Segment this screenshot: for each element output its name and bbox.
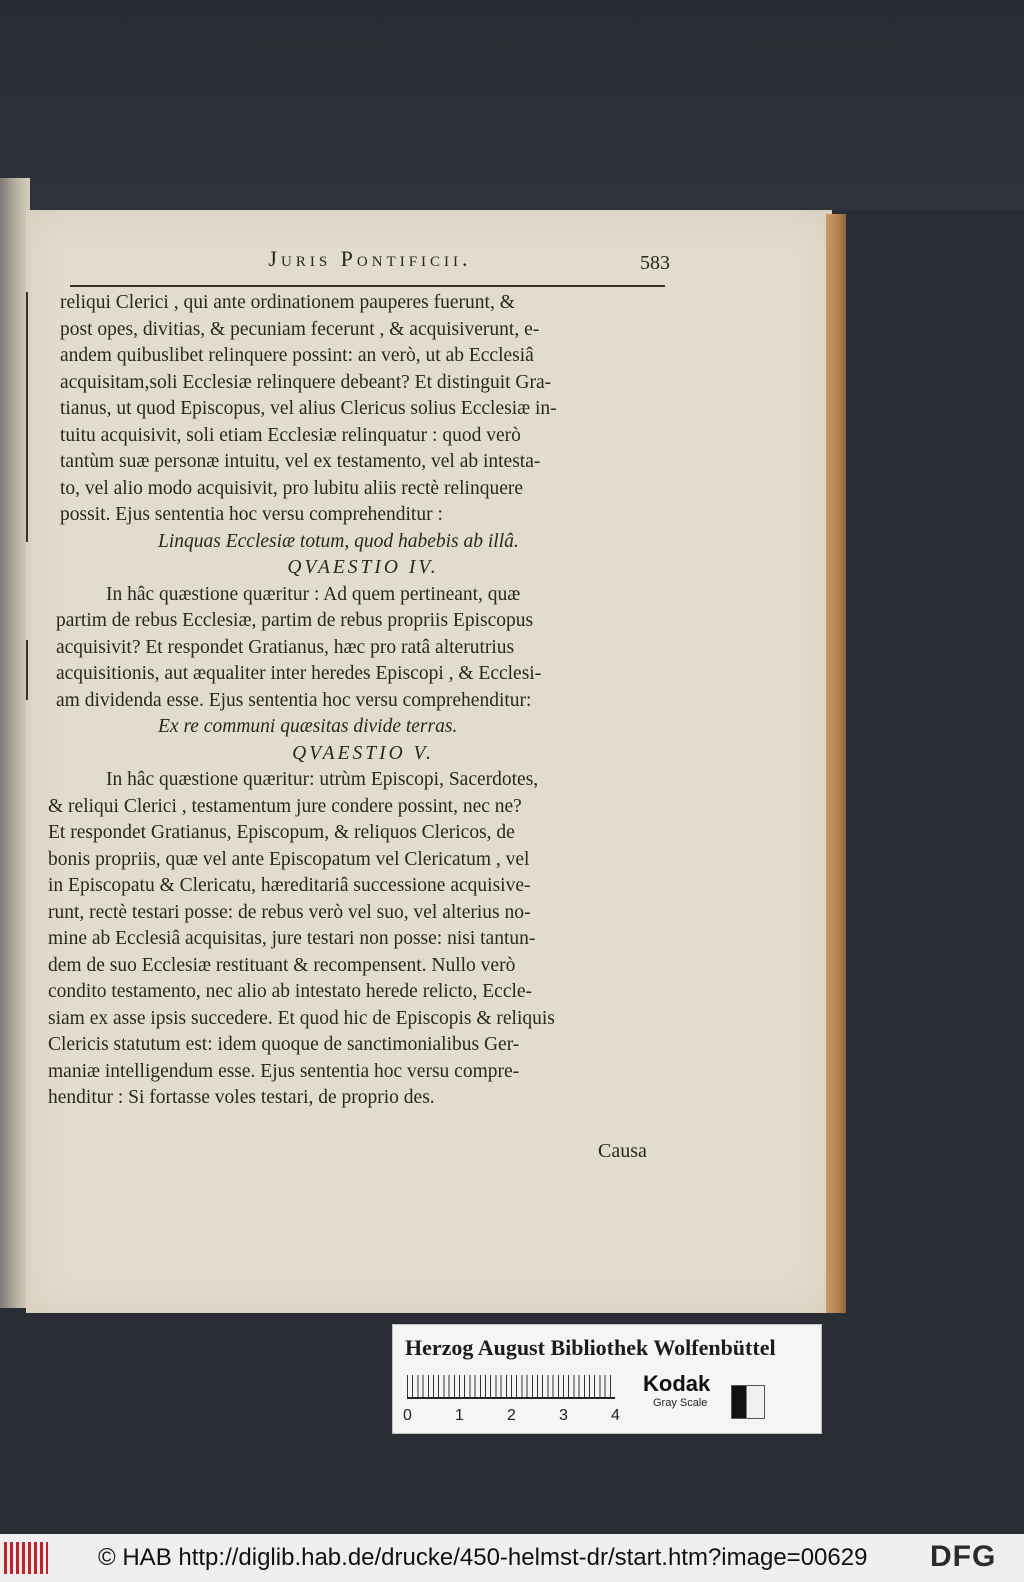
verse-line: Ex re communi quæsitas divide terras. — [158, 716, 458, 737]
text-line: to, vel alio modo acquisivit, pro lubitu aliis rectè relinquere — [60, 477, 524, 499]
scale-number: 1 — [455, 1407, 464, 1424]
scale-number: 0 — [403, 1407, 412, 1424]
kodak-logo: Kodak — [643, 1371, 711, 1396]
text-line: tianus, ut quod Episcopus, vel alius Clericus solius Ecclesiæ in- — [60, 398, 557, 419]
text-line: dem de suo Ecclesiæ restituant & recompensent. Nullo verò — [48, 954, 516, 976]
text-line: Clericis statutum est: idem quoque de sanctimonialibus Ger- — [48, 1034, 520, 1055]
scale-number: 4 — [611, 1407, 620, 1424]
text-line: tuitu acquisivit, soli etiam Ecclesiæ relinquatur : quod verò — [60, 424, 521, 446]
text-line: mine ab Ecclesiâ acquisitas, jure testari non posse: nisi tantun- — [48, 928, 536, 949]
text-line: henditur : Si fortasse voles testari, de proprio des. — [48, 1087, 435, 1108]
text-line: tantùm suæ personæ intuitu, vel ex testamento, vel ab intesta- — [60, 451, 541, 472]
scale-number: 2 — [507, 1407, 516, 1424]
text-line: possit. Ejus sententia hoc versu comprehenditur : — [60, 504, 443, 525]
label-title: Herzog August Bibliothek Wolfenbüttel — [405, 1335, 776, 1360]
text-line: runt, rectè testari posse: de rebus verò vel suo, vel alterius no- — [48, 901, 531, 923]
text-line: partim de rebus Ecclesiæ, partim de rebus propriis Episcopus — [56, 610, 534, 631]
gray-scale-caption: Gray Scale — [653, 1397, 708, 1409]
dfg-logo: DFG — [930, 1540, 997, 1573]
page-number: 583 — [640, 252, 670, 274]
text-line: maniæ intelligendum esse. Ejus sententia hoc versu compre- — [48, 1060, 520, 1082]
text-line: andem quibuslibet relinquere possint: an verò, ut ab Ecclesiâ — [60, 345, 534, 366]
text-line: In hâc quæstione quæritur: utrùm Episcopi, Sacerdotes, — [106, 769, 539, 790]
verse-line: Linquas Ecclesiæ totum, quod habebis ab illâ. — [158, 530, 519, 552]
catchword: Causa — [598, 1140, 647, 1162]
text-line: bonis propriis, quæ vel ante Episcopatum vel Clericatum , vel — [48, 848, 530, 870]
section-heading: QVAESTIO V. — [292, 742, 434, 764]
page-edge — [826, 214, 846, 1313]
text-line: acquisitionis, aut æqualiter inter heredes Episcopi , & Ecclesi- — [56, 663, 542, 684]
text-line: Et respondet Gratianus, Episcopum, & reliquos Clericos, de — [48, 822, 515, 843]
footer-link[interactable]: © HAB http://diglib.hab.de/drucke/450-helmst-dr/start.htm?image=00629 — [98, 1544, 868, 1571]
margin-line — [26, 640, 28, 700]
hab-logo-icon — [4, 1542, 48, 1574]
library-label — [392, 1324, 822, 1434]
background — [0, 0, 1024, 210]
text-line: & reliqui Clerici , testamentum jure condere possint, nec ne? — [48, 795, 522, 817]
text-line: In hâc quæstione quæritur : Ad quem pertineant, quæ — [106, 583, 521, 605]
text-line: in Episcopatu & Clericatu, hæreditariâ successione acquisive- — [48, 875, 531, 896]
scale-number: 3 — [559, 1407, 568, 1424]
body-text — [48, 290, 678, 1112]
text-line: am dividenda esse. Ejus sententia hoc versu comprehenditur: — [56, 689, 532, 711]
text-line: reliqui Clerici , qui ante ordinationem pauperes fuerunt, & — [60, 292, 515, 313]
footer-bar — [0, 1534, 1024, 1582]
head-rule — [70, 285, 665, 287]
text-line: siam ex asse ipsis succedere. Et quod hic de Episcopis & reliquis — [48, 1007, 555, 1029]
margin-line — [26, 292, 28, 542]
text-line: post opes, divitias, & pecuniam fecerunt , & acquisiverunt, e- — [60, 318, 540, 340]
gray-scale-ruler — [407, 1375, 615, 1399]
text-line: acquisitam,soli Ecclesiæ relinquere debeant? Et distinguit Gra- — [60, 371, 552, 393]
gray-patch — [731, 1385, 765, 1419]
text-line: acquisivit? Et respondet Gratianus, hæc pro ratâ alterutrius — [56, 636, 515, 658]
section-heading: QVAESTIO IV. — [287, 557, 439, 578]
running-head: Juris Pontificii. — [268, 246, 472, 271]
text-line: condito testamento, nec alio ab intestato herede relicto, Eccle- — [48, 981, 533, 1002]
